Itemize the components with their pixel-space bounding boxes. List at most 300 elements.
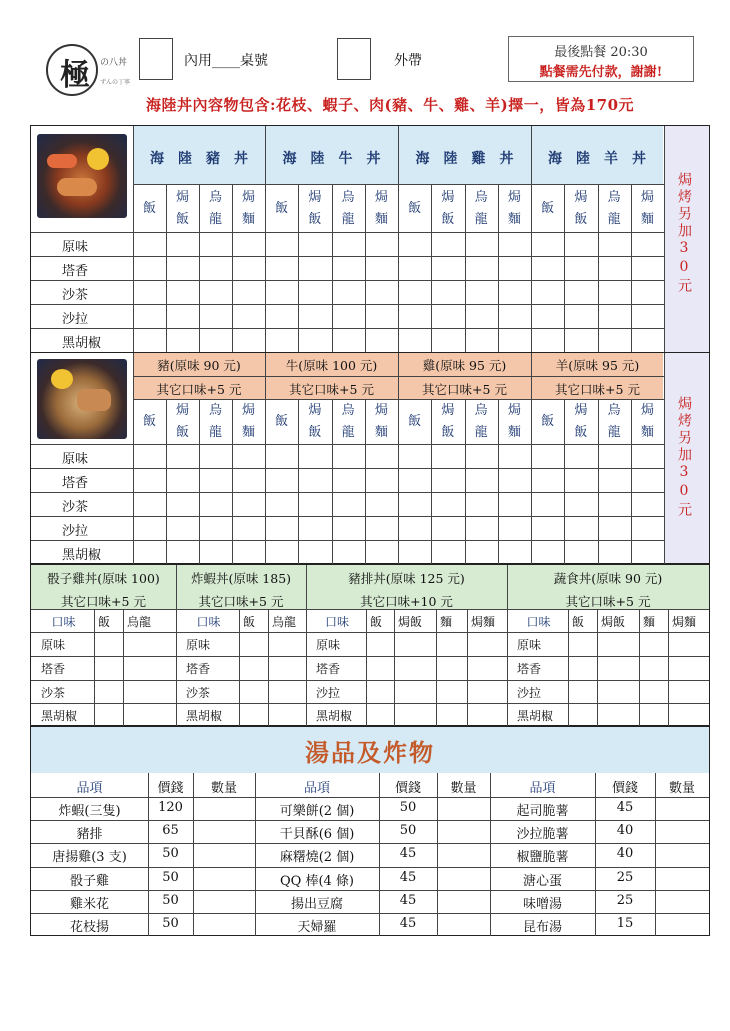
order-cell[interactable] xyxy=(432,541,463,563)
order-cell[interactable] xyxy=(499,493,530,515)
price-pork: 豬(原味 90 元) xyxy=(157,358,241,373)
order-cell[interactable] xyxy=(299,469,330,491)
soup-item-name: 溏心蛋 xyxy=(522,874,562,889)
order-cell[interactable] xyxy=(299,281,330,303)
order-cell[interactable] xyxy=(499,517,530,539)
order-cell[interactable] xyxy=(134,517,165,539)
order-cell[interactable] xyxy=(466,541,497,563)
order-cell[interactable] xyxy=(565,469,596,491)
subcol-header xyxy=(166,186,199,232)
soup-item-name: 味噌湯 xyxy=(522,897,562,912)
subcol-header xyxy=(564,186,597,232)
subcol-bottom: 龍 xyxy=(208,212,222,227)
subcol-header xyxy=(332,186,365,232)
subcol-top: 烏 xyxy=(341,190,355,205)
order-cell[interactable] xyxy=(466,329,497,351)
subcol-top: 焗 xyxy=(241,403,255,418)
subcol-top: 烏 xyxy=(474,403,488,418)
subcol-bottom: 麵 xyxy=(374,212,388,227)
order-cell[interactable] xyxy=(333,329,364,351)
specialty-price: 骰子雞丼(原味 100) xyxy=(47,571,160,586)
order-cell[interactable] xyxy=(266,445,297,467)
grid-line xyxy=(31,843,709,844)
order-cell[interactable] xyxy=(366,329,397,351)
order-cell[interactable] xyxy=(200,493,231,515)
flavor-label: 黑胡椒 xyxy=(62,548,102,563)
logo-subtitle: の八丼 xyxy=(100,58,128,68)
soup-item-price: 45 xyxy=(399,893,417,908)
order-cell[interactable] xyxy=(134,281,165,303)
order-cell[interactable] xyxy=(599,329,630,351)
specialty-col-header: 飯 xyxy=(370,615,383,629)
order-notice-box xyxy=(508,36,694,82)
order-cell[interactable] xyxy=(134,305,165,327)
order-cell[interactable] xyxy=(565,445,596,467)
order-cell[interactable] xyxy=(632,541,663,563)
subcol-header xyxy=(631,400,664,444)
category-beef: 海 陸 牛 丼 xyxy=(282,151,381,167)
subcol-top: 焗 xyxy=(507,190,521,205)
order-cell[interactable] xyxy=(233,305,264,327)
order-cell[interactable] xyxy=(167,305,198,327)
soup-qty-cell[interactable] xyxy=(438,844,489,865)
order-cell[interactable] xyxy=(499,541,530,563)
order-cell[interactable] xyxy=(333,305,364,327)
order-cell[interactable] xyxy=(565,329,596,351)
specialty-col-header: 口味 xyxy=(51,615,76,629)
order-cell[interactable] xyxy=(134,469,165,491)
subcol-top: 飯 xyxy=(275,414,289,429)
subcol-header xyxy=(232,400,265,444)
subcol-top: 飯 xyxy=(408,201,422,216)
order-cell[interactable] xyxy=(599,281,630,303)
order-cell[interactable] xyxy=(167,541,198,563)
soup-qty-cell[interactable] xyxy=(194,798,254,819)
soup-item-name: 干貝酥(6 個) xyxy=(279,827,355,842)
order-cell[interactable] xyxy=(632,305,663,327)
order-cell[interactable] xyxy=(399,329,430,351)
order-cell[interactable] xyxy=(432,281,463,303)
gratin-extra-note-2: 焗烤另加30元 xyxy=(676,396,692,519)
subcol-bottom: 飯 xyxy=(175,212,189,227)
grid-line xyxy=(639,609,640,726)
specialty-col-header: 焗麵 xyxy=(672,615,697,629)
specialty-flavor: 沙拉 xyxy=(316,686,341,700)
order-cell[interactable] xyxy=(466,493,497,515)
order-cell[interactable] xyxy=(565,517,596,539)
specialty-flavor: 塔香 xyxy=(186,662,211,676)
order-cell[interactable] xyxy=(432,233,463,255)
grid-line xyxy=(668,609,669,726)
order-cell[interactable] xyxy=(499,281,530,303)
order-cell[interactable] xyxy=(565,541,596,563)
subcol-top: 焗 xyxy=(308,190,322,205)
order-cell[interactable] xyxy=(632,257,663,279)
order-cell[interactable] xyxy=(532,469,563,491)
grid-line xyxy=(133,184,664,185)
flavor-label: 沙拉 xyxy=(62,524,89,539)
order-cell[interactable] xyxy=(134,541,165,563)
order-cell[interactable] xyxy=(167,517,198,539)
grid-line xyxy=(394,609,395,726)
subcol-top: 飯 xyxy=(142,201,156,216)
order-cell[interactable] xyxy=(466,257,497,279)
order-cell[interactable] xyxy=(299,233,330,255)
dine-in-checkbox[interactable] xyxy=(139,38,173,80)
subcol-bottom: 飯 xyxy=(308,425,322,440)
grid-line xyxy=(268,609,269,726)
meat-don-photo xyxy=(37,359,127,439)
soup-item-name: 天婦羅 xyxy=(297,920,337,935)
subcol-header xyxy=(465,186,498,232)
order-cell[interactable] xyxy=(134,329,165,351)
subcol-header xyxy=(564,400,597,444)
order-cell[interactable] xyxy=(432,493,463,515)
grid-line xyxy=(306,565,307,726)
subcol-header xyxy=(465,400,498,444)
order-cell[interactable] xyxy=(233,469,264,491)
order-cell[interactable] xyxy=(532,493,563,515)
order-cell[interactable] xyxy=(399,445,430,467)
soup-qty-cell[interactable] xyxy=(194,868,254,889)
order-cell[interactable] xyxy=(432,445,463,467)
order-cell[interactable] xyxy=(266,469,297,491)
order-cell[interactable] xyxy=(299,493,330,515)
grid-line xyxy=(31,820,709,821)
order-cell[interactable] xyxy=(333,233,364,255)
order-cell[interactable] xyxy=(200,281,231,303)
specialty-flavor: 黑胡椒 xyxy=(517,709,554,723)
order-cell[interactable] xyxy=(366,233,397,255)
soup-qty-cell[interactable] xyxy=(194,914,254,935)
order-cell[interactable] xyxy=(333,445,364,467)
order-cell[interactable] xyxy=(432,329,463,351)
order-cell[interactable] xyxy=(599,445,630,467)
soup-qty-cell[interactable] xyxy=(438,868,489,889)
order-cell[interactable] xyxy=(167,469,198,491)
soup-qty-cell[interactable] xyxy=(656,868,708,889)
subcol-top: 焗 xyxy=(441,403,455,418)
order-cell[interactable] xyxy=(565,493,596,515)
soup-qty-cell[interactable] xyxy=(656,844,708,865)
order-cell[interactable] xyxy=(233,281,264,303)
specialty-flavor: 原味 xyxy=(41,638,66,652)
order-cell[interactable] xyxy=(366,281,397,303)
order-cell[interactable] xyxy=(167,257,198,279)
specialty-price: 炸蝦丼(原味 185) xyxy=(190,571,292,586)
order-cell[interactable] xyxy=(167,281,198,303)
order-cell[interactable] xyxy=(432,257,463,279)
order-cell[interactable] xyxy=(233,233,264,255)
order-cell[interactable] xyxy=(266,517,297,539)
specialty-col-header: 飯 xyxy=(572,615,585,629)
order-cell[interactable] xyxy=(499,305,530,327)
soup-item-price: 50 xyxy=(399,800,417,815)
order-cell[interactable] xyxy=(632,493,663,515)
specialty-flavor: 黑胡椒 xyxy=(41,709,78,723)
order-cell[interactable] xyxy=(233,517,264,539)
subcol-header xyxy=(365,186,398,232)
subcol-bottom: 龍 xyxy=(474,425,488,440)
order-cell[interactable] xyxy=(399,541,430,563)
specialty-col-header: 烏龍 xyxy=(127,615,152,629)
order-cell[interactable] xyxy=(366,445,397,467)
order-cell[interactable] xyxy=(333,281,364,303)
specialty-flavor: 塔香 xyxy=(316,662,341,676)
grid-line xyxy=(664,126,665,352)
order-cell[interactable] xyxy=(632,517,663,539)
order-cell[interactable] xyxy=(466,233,497,255)
order-cell[interactable] xyxy=(366,469,397,491)
soup-qty-cell[interactable] xyxy=(438,891,489,912)
order-cell[interactable] xyxy=(466,281,497,303)
order-cell[interactable] xyxy=(632,329,663,351)
order-cell[interactable] xyxy=(233,445,264,467)
soups-col-header: 品項 xyxy=(76,781,103,796)
subcol-header xyxy=(398,400,431,444)
order-cell[interactable] xyxy=(599,517,630,539)
order-cell[interactable] xyxy=(167,233,198,255)
order-cell[interactable] xyxy=(432,469,463,491)
gratin-extra-note-1: 焗烤另加30元 xyxy=(676,172,692,295)
flavor-label: 沙茶 xyxy=(62,288,89,303)
order-cell[interactable] xyxy=(632,281,663,303)
order-cell[interactable] xyxy=(466,469,497,491)
subcol-bottom: 麵 xyxy=(640,212,654,227)
order-cell[interactable] xyxy=(599,493,630,515)
order-cell[interactable] xyxy=(599,541,630,563)
soup-qty-cell[interactable] xyxy=(656,821,708,842)
takeout-checkbox[interactable] xyxy=(337,38,371,80)
order-cell[interactable] xyxy=(499,233,530,255)
order-cell[interactable] xyxy=(466,517,497,539)
order-cell[interactable] xyxy=(167,329,198,351)
soup-item-name: 麻糬燒(2 個) xyxy=(279,850,355,865)
order-cell[interactable] xyxy=(333,541,364,563)
order-cell[interactable] xyxy=(134,257,165,279)
soup-qty-cell[interactable] xyxy=(194,821,254,842)
subcol-header xyxy=(398,186,431,232)
order-cell[interactable] xyxy=(200,445,231,467)
order-cell[interactable] xyxy=(333,517,364,539)
soup-qty-cell[interactable] xyxy=(194,891,254,912)
order-cell[interactable] xyxy=(299,305,330,327)
soup-item-price: 40 xyxy=(616,846,634,861)
subcol-header xyxy=(598,186,631,232)
order-cell[interactable] xyxy=(366,541,397,563)
soup-item-price: 50 xyxy=(162,870,179,885)
order-cell[interactable] xyxy=(233,329,264,351)
order-cell[interactable] xyxy=(266,233,297,255)
subcol-bottom: 麵 xyxy=(374,425,388,440)
specialty-extra: 其它口味+5 元 xyxy=(61,594,146,609)
order-cell[interactable] xyxy=(565,257,596,279)
order-cell[interactable] xyxy=(167,445,198,467)
order-cell[interactable] xyxy=(134,493,165,515)
grid-line xyxy=(31,867,709,868)
subcol-header xyxy=(265,186,298,232)
order-cell[interactable] xyxy=(466,445,497,467)
grid-line xyxy=(467,609,468,726)
soup-item-name: 雞米花 xyxy=(69,897,109,912)
order-cell[interactable] xyxy=(565,305,596,327)
order-cell[interactable] xyxy=(333,493,364,515)
order-cell[interactable] xyxy=(233,493,264,515)
order-cell[interactable] xyxy=(266,257,297,279)
order-cell[interactable] xyxy=(200,469,231,491)
flavor-label: 沙拉 xyxy=(62,312,89,327)
order-cell[interactable] xyxy=(266,493,297,515)
order-cell[interactable] xyxy=(532,305,563,327)
order-cell[interactable] xyxy=(532,281,563,303)
logo-tagline: ずんの丁寧 xyxy=(100,79,131,86)
order-cell[interactable] xyxy=(532,541,563,563)
order-cell[interactable] xyxy=(266,329,297,351)
order-cell[interactable] xyxy=(399,517,430,539)
order-cell[interactable] xyxy=(333,469,364,491)
order-cell[interactable] xyxy=(200,257,231,279)
grid-line xyxy=(31,913,709,914)
order-cell[interactable] xyxy=(233,541,264,563)
subcol-bottom: 麵 xyxy=(640,425,654,440)
order-cell[interactable] xyxy=(499,257,530,279)
order-cell[interactable] xyxy=(299,445,330,467)
specialty-extra: 其它口味+5 元 xyxy=(198,594,284,609)
specialty-extra: 其它口味+5 元 xyxy=(565,594,651,609)
order-cell[interactable] xyxy=(299,541,330,563)
specialty-col-header: 焗麵 xyxy=(471,615,496,629)
pay-first-notice: 點餐需先付款，謝謝! xyxy=(539,65,663,80)
subcol-bottom: 龍 xyxy=(208,425,222,440)
order-cell[interactable] xyxy=(200,541,231,563)
order-cell[interactable] xyxy=(299,257,330,279)
subcol-top: 焗 xyxy=(640,190,654,205)
order-cell[interactable] xyxy=(366,517,397,539)
soup-item-price: 50 xyxy=(162,846,179,861)
order-cell[interactable] xyxy=(266,305,297,327)
order-cell[interactable] xyxy=(532,517,563,539)
order-cell[interactable] xyxy=(565,281,596,303)
order-cell[interactable] xyxy=(399,469,430,491)
soup-qty-cell[interactable] xyxy=(438,798,489,819)
order-cell[interactable] xyxy=(499,445,530,467)
subcol-top: 烏 xyxy=(607,190,621,205)
subcol-header xyxy=(531,400,564,444)
order-cell[interactable] xyxy=(532,257,563,279)
flavor-label: 塔香 xyxy=(62,476,89,491)
subcol-header xyxy=(332,400,365,444)
order-cell[interactable] xyxy=(466,305,497,327)
order-cell[interactable] xyxy=(532,445,563,467)
order-cell[interactable] xyxy=(399,493,430,515)
soup-qty-cell[interactable] xyxy=(194,844,254,865)
price-beef: 牛(原味 100 元) xyxy=(285,358,378,373)
order-cell[interactable] xyxy=(499,469,530,491)
order-cell[interactable] xyxy=(200,329,231,351)
specialty-col-header: 口味 xyxy=(526,615,551,629)
grid-line xyxy=(31,632,709,633)
order-cell[interactable] xyxy=(200,233,231,255)
order-cell[interactable] xyxy=(632,469,663,491)
specialty-col-header: 焗飯 xyxy=(601,615,626,629)
soup-item-name: 炸蝦(三隻) xyxy=(58,804,121,819)
order-cell[interactable] xyxy=(134,233,165,255)
order-cell[interactable] xyxy=(599,305,630,327)
soup-qty-cell[interactable] xyxy=(656,914,708,935)
order-cell[interactable] xyxy=(432,305,463,327)
subcol-top: 飯 xyxy=(142,414,156,429)
order-cell[interactable] xyxy=(432,517,463,539)
order-cell[interactable] xyxy=(266,541,297,563)
order-cell[interactable] xyxy=(532,233,563,255)
specialty-flavor: 原味 xyxy=(186,638,211,652)
subcol-header xyxy=(298,186,331,232)
specialty-col-header: 口味 xyxy=(324,615,349,629)
order-cell[interactable] xyxy=(632,233,663,255)
specialty-flavor: 黑胡椒 xyxy=(186,709,223,723)
order-cell[interactable] xyxy=(167,493,198,515)
extra-lamb: 其它口味+5 元 xyxy=(555,382,640,397)
flavor-label: 原味 xyxy=(62,452,89,467)
order-cell[interactable] xyxy=(532,329,563,351)
logo-mark: 極 xyxy=(60,58,90,93)
grid-line xyxy=(31,680,709,681)
specialty-flavor: 黑胡椒 xyxy=(316,709,353,723)
specialty-col-header: 烏龍 xyxy=(272,615,297,629)
order-cell[interactable] xyxy=(200,305,231,327)
order-cell[interactable] xyxy=(266,281,297,303)
subcol-top: 焗 xyxy=(441,190,455,205)
order-cell[interactable] xyxy=(299,517,330,539)
subcol-bottom: 龍 xyxy=(474,212,488,227)
order-cell[interactable] xyxy=(599,257,630,279)
subcol-header xyxy=(631,186,664,232)
specialty-flavor: 塔香 xyxy=(517,662,542,676)
order-cell[interactable] xyxy=(200,517,231,539)
soup-item-name: 椒鹽脆薯 xyxy=(516,850,569,865)
soup-qty-cell[interactable] xyxy=(438,821,489,842)
order-cell[interactable] xyxy=(333,257,364,279)
order-cell[interactable] xyxy=(233,257,264,279)
order-cell[interactable] xyxy=(134,445,165,467)
order-cell[interactable] xyxy=(366,493,397,515)
soup-item-price: 45 xyxy=(399,846,417,861)
grid-line xyxy=(31,656,709,657)
order-cell[interactable] xyxy=(366,257,397,279)
order-cell[interactable] xyxy=(399,257,430,279)
grid-line xyxy=(31,609,709,610)
order-cell[interactable] xyxy=(632,445,663,467)
order-cell[interactable] xyxy=(399,281,430,303)
soup-item-name: QQ 棒(4 條) xyxy=(280,874,354,889)
category-chicken: 海 陸 雞 丼 xyxy=(415,151,514,167)
subcol-header xyxy=(133,186,166,232)
order-cell[interactable] xyxy=(399,233,430,255)
order-cell[interactable] xyxy=(299,329,330,351)
soup-item-price: 120 xyxy=(158,800,183,815)
order-cell[interactable] xyxy=(499,329,530,351)
soup-qty-cell[interactable] xyxy=(656,891,708,912)
order-cell[interactable] xyxy=(565,233,596,255)
soup-qty-cell[interactable] xyxy=(438,914,489,935)
order-cell[interactable] xyxy=(366,305,397,327)
soup-item-name: 唐揚雞(3 支) xyxy=(52,850,127,865)
order-cell[interactable] xyxy=(599,233,630,255)
order-cell[interactable] xyxy=(599,469,630,491)
subcol-top: 飯 xyxy=(275,201,289,216)
order-cell[interactable] xyxy=(399,305,430,327)
soup-qty-cell[interactable] xyxy=(656,798,708,819)
